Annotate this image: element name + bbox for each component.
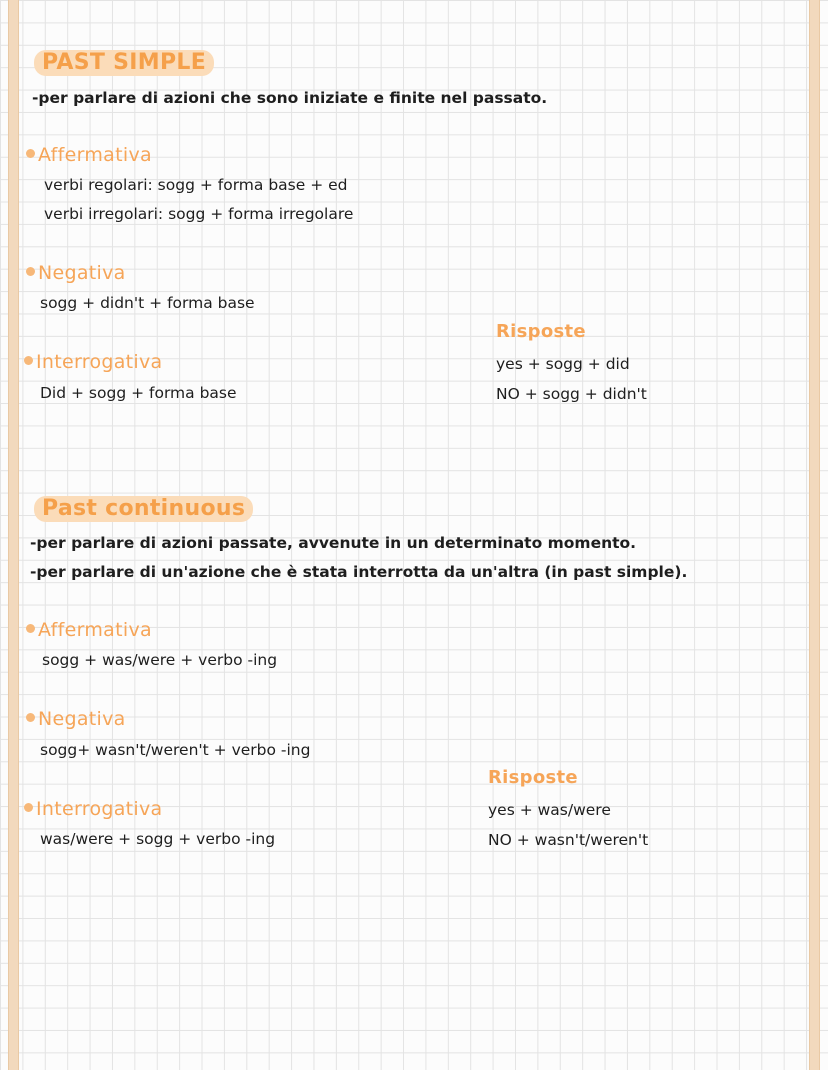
past-continuous-affermativa-line-1: sogg + was/were + verbo -ing: [42, 651, 278, 669]
past-simple-risposte-line-2: NO + sogg + didn't: [496, 385, 647, 403]
past-simple-affermativa-heading: Affermativa: [26, 143, 152, 167]
bullet-dot-icon: [24, 803, 33, 812]
past-continuous-risposte-heading: Risposte: [488, 767, 578, 788]
past-simple-description: -per parlare di azioni che sono iniziate e finite nel passato.: [32, 89, 548, 107]
past-continuous-risposte-line-2: NO + wasn't/weren't: [488, 831, 649, 849]
past-continuous-description-1: -per parlare di azioni passate, avvenute in un determinato momento.: [30, 534, 637, 552]
past-simple-negativa-heading: Negativa: [26, 261, 126, 285]
past-simple-title: PAST SIMPLE: [34, 50, 214, 76]
past-continuous-interrogativa-line-1: was/were + sogg + verbo -ing: [40, 830, 276, 848]
past-continuous-affermativa-heading: Affermativa: [26, 618, 152, 642]
bullet-dot-icon: [26, 624, 35, 633]
bullet-dot-icon: [26, 149, 35, 158]
bullet-dot-icon: [26, 267, 35, 276]
past-simple-risposte-heading: Risposte: [496, 321, 586, 342]
past-continuous-risposte-line-1: yes + was/were: [488, 801, 611, 819]
past-continuous-negativa-heading: Negativa: [26, 707, 126, 731]
past-continuous-title: Past continuous: [34, 496, 253, 522]
notebook-border-right: [809, 0, 820, 1070]
past-simple-affermativa-line-2: verbi irregolari: sogg + forma irregolare: [44, 205, 354, 223]
bullet-dot-icon: [24, 356, 33, 365]
notebook-border-left: [8, 0, 19, 1070]
past-simple-interrogativa-line-1: Did + sogg + forma base: [40, 384, 237, 402]
past-simple-risposte-line-1: yes + sogg + did: [496, 355, 630, 373]
past-continuous-description-2: -per parlare di un'azione che è stata interrotta da un'altra (in past simple).: [30, 563, 688, 581]
past-simple-negativa-line-1: sogg + didn't + forma base: [40, 294, 255, 312]
past-simple-affermativa-line-1: verbi regolari: sogg + forma base + ed: [44, 176, 348, 194]
past-continuous-interrogativa-heading: Interrogativa: [24, 797, 163, 821]
bullet-dot-icon: [26, 713, 35, 722]
past-simple-interrogativa-heading: Interrogativa: [24, 350, 163, 374]
past-continuous-negativa-line-1: sogg+ wasn't/weren't + verbo -ing: [40, 741, 311, 759]
